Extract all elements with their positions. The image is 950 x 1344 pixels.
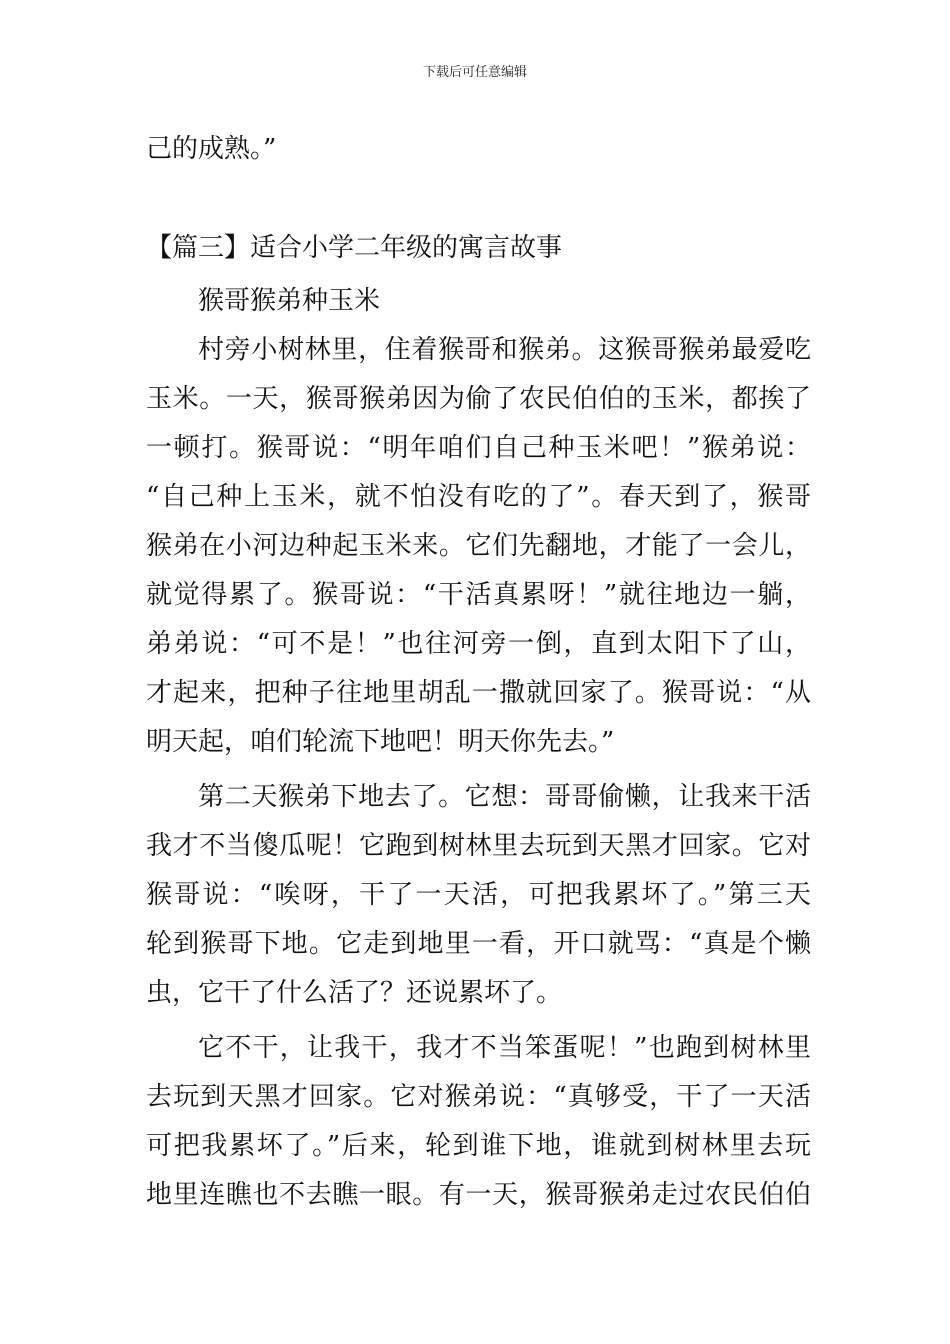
text-line: 弟弟说：“可不是！”也往河旁一倒，直到太阳下了山， — [146, 629, 811, 659]
text-line: 它不干，让我干，我才不当笨蛋呢！”也跑到树林里 — [198, 1033, 811, 1063]
section-title: 【篇三】适合小学二年级的寓言故事 — [146, 233, 563, 263]
text-line: 就觉得累了。猴哥说：“干活真累呀！”就往地边一躺， — [146, 580, 811, 610]
text-line: 我才不当傻瓜呢！它跑到树林里去玩到天黑才回家。它对 — [146, 831, 811, 861]
text-line: 虫，它干了什么活了？还说累坏了。 — [146, 978, 563, 1008]
text-line: 猴弟在小河边种起玉米来。它们先翻地，才能了一会儿， — [146, 531, 811, 561]
text-line: 村旁小树林里，住着猴哥和猴弟。这猴哥猴弟最爱吃 — [198, 335, 811, 365]
text-line: 去玩到天黑才回家。它对猴弟说：“真够受，干了一天活 — [146, 1082, 811, 1112]
text-line: 玉米。一天，猴哥猴弟因为偷了农民伯伯的玉米，都挨了 — [146, 384, 811, 414]
text-line: 可把我累坏了。”后来，轮到谁下地，谁就到树林里去玩 — [146, 1131, 811, 1161]
text-line: 地里连瞧也不去瞧一眼。有一天，猴哥猴弟走过农民伯伯 — [146, 1180, 811, 1210]
text-line: 一顿打。猴哥说：“明年咱们自己种玉米吧！”猴弟说： — [146, 433, 811, 463]
text-line: 明天起，咱们轮流下地吧！明天你先去。” — [146, 727, 615, 757]
text-line: 第二天猴弟下地去了。它想：哥哥偷懒，让我来干活 — [198, 782, 811, 812]
text-line: 轮到猴哥下地。它走到地里一看，开口就骂：“真是个懒 — [146, 929, 811, 959]
text-line: “自己种上玉米，就不怕没有吃的了”。春天到了，猴哥 — [146, 482, 811, 512]
text-line: 猴哥说：“唉呀，干了一天活，可把我累坏了。”第三天 — [146, 880, 811, 910]
story-title: 猴哥猴弟种玉米 — [198, 286, 381, 316]
page-header-note: 下载后可任意编辑 — [422, 65, 527, 80]
text-line: 才起来，把种子往地里胡乱一撒就回家了。猴哥说：“从 — [146, 678, 811, 708]
text-line: 己的成熟。” — [146, 134, 277, 164]
